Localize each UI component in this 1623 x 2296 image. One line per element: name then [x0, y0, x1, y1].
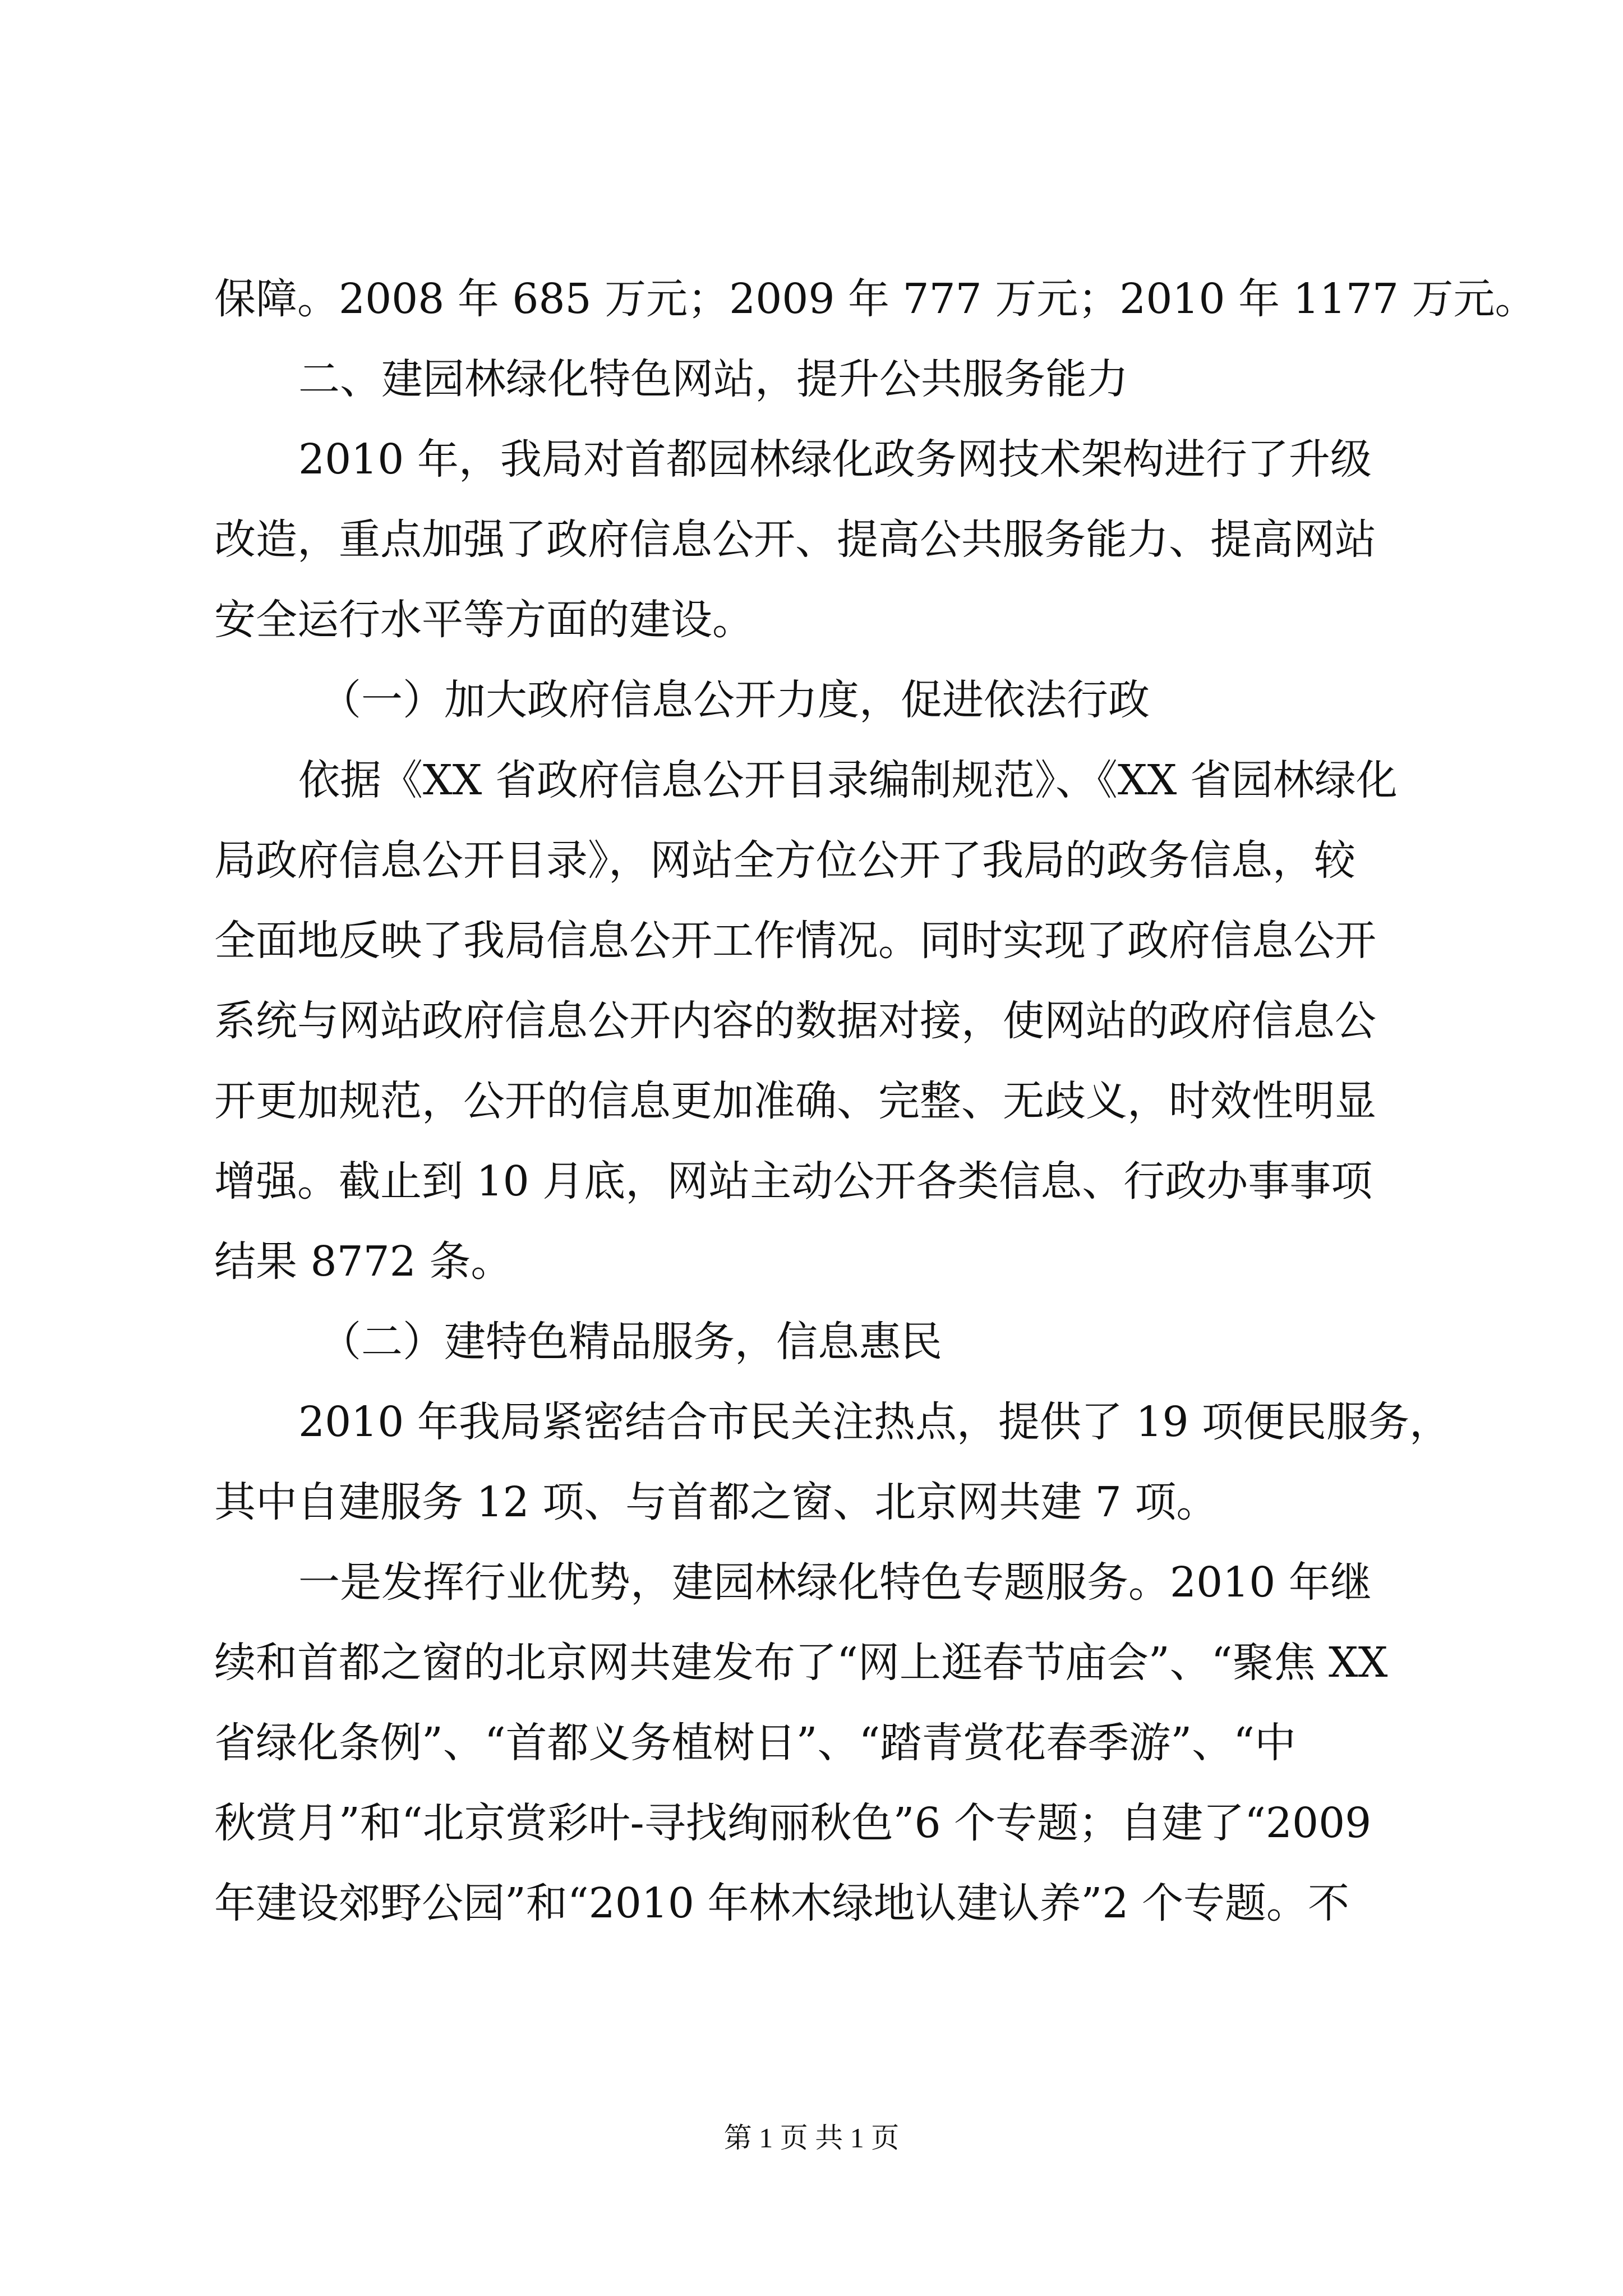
- paragraph-line: 一是发挥行业优势，建园林绿化特色专题服务。2010 年继: [298, 1558, 1372, 1607]
- paragraph-line: 系统与网站政府信息公开内容的数据对接，使网站的政府信息公: [214, 997, 1376, 1045]
- paragraph-line: 增强。截止到 10 月底，网站主动公开各类信息、行政办事事项: [214, 1157, 1373, 1205]
- document-body: [214, 259, 1537, 1944]
- subsection-heading: （二）建特色精品服务，信息惠民: [320, 1318, 942, 1366]
- paragraph-line: 续和首都之窗的北京网共建发布了“网上逛春节庙会”、“聚焦 XX: [214, 1639, 1388, 1687]
- paragraph-line: 依据《XX 省政府信息公开目录编制规范》、《XX 省园林绿化: [298, 756, 1398, 804]
- paragraph-line: 改造，重点加强了政府信息公开、提高公共服务能力、提高网站: [214, 516, 1376, 564]
- paragraph-line: 2010 年我局紧密结合市民关注热点，提供了 19 项便民服务，: [298, 1398, 1451, 1446]
- paragraph-line: 省绿化条例”、“首都义务植树日”、“踏青赏花春季游”、“中: [214, 1719, 1296, 1767]
- paragraph-line: 安全运行水平等方面的建设。: [214, 596, 754, 644]
- paragraph-line: 结果 8772 条。: [214, 1237, 513, 1286]
- paragraph-line: 2010 年，我局对首都园林绿化政务网技术架构进行了升级: [298, 435, 1372, 484]
- paragraph-line: 秋赏月”和“北京赏彩叶-寻找绚丽秋色”6 个专题；自建了“2009: [214, 1799, 1372, 1847]
- page-footer: 第 1 页 共 1 页: [723, 2122, 900, 2154]
- paragraph-line: 保障。2008 年 685 万元；2009 年 777 万元；2010 年 1177 万元。: [214, 275, 1537, 323]
- paragraph-line: 局政府信息公开目录》，网站全方位公开了我局的政务信息，较: [214, 836, 1355, 885]
- paragraph-line: 年建设郊野公园”和“2010 年林木绿地认建认养”2 个专题。不: [214, 1879, 1349, 1927]
- subsection-heading: （一）加大政府信息公开力度，促进依法行政: [320, 676, 1150, 724]
- section-heading: 二、建园林绿化特色网站，提升公共服务能力: [298, 355, 1128, 403]
- paragraph-line: 其中自建服务 12 项、与首都之窗、北京网共建 7 项。: [214, 1478, 1218, 1526]
- paragraph-line: 开更加规范，公开的信息更加准确、完整、无歧义，时效性明显: [214, 1077, 1376, 1125]
- paragraph-line: 全面地反映了我局信息公开工作情况。同时实现了政府信息公开: [214, 917, 1376, 965]
